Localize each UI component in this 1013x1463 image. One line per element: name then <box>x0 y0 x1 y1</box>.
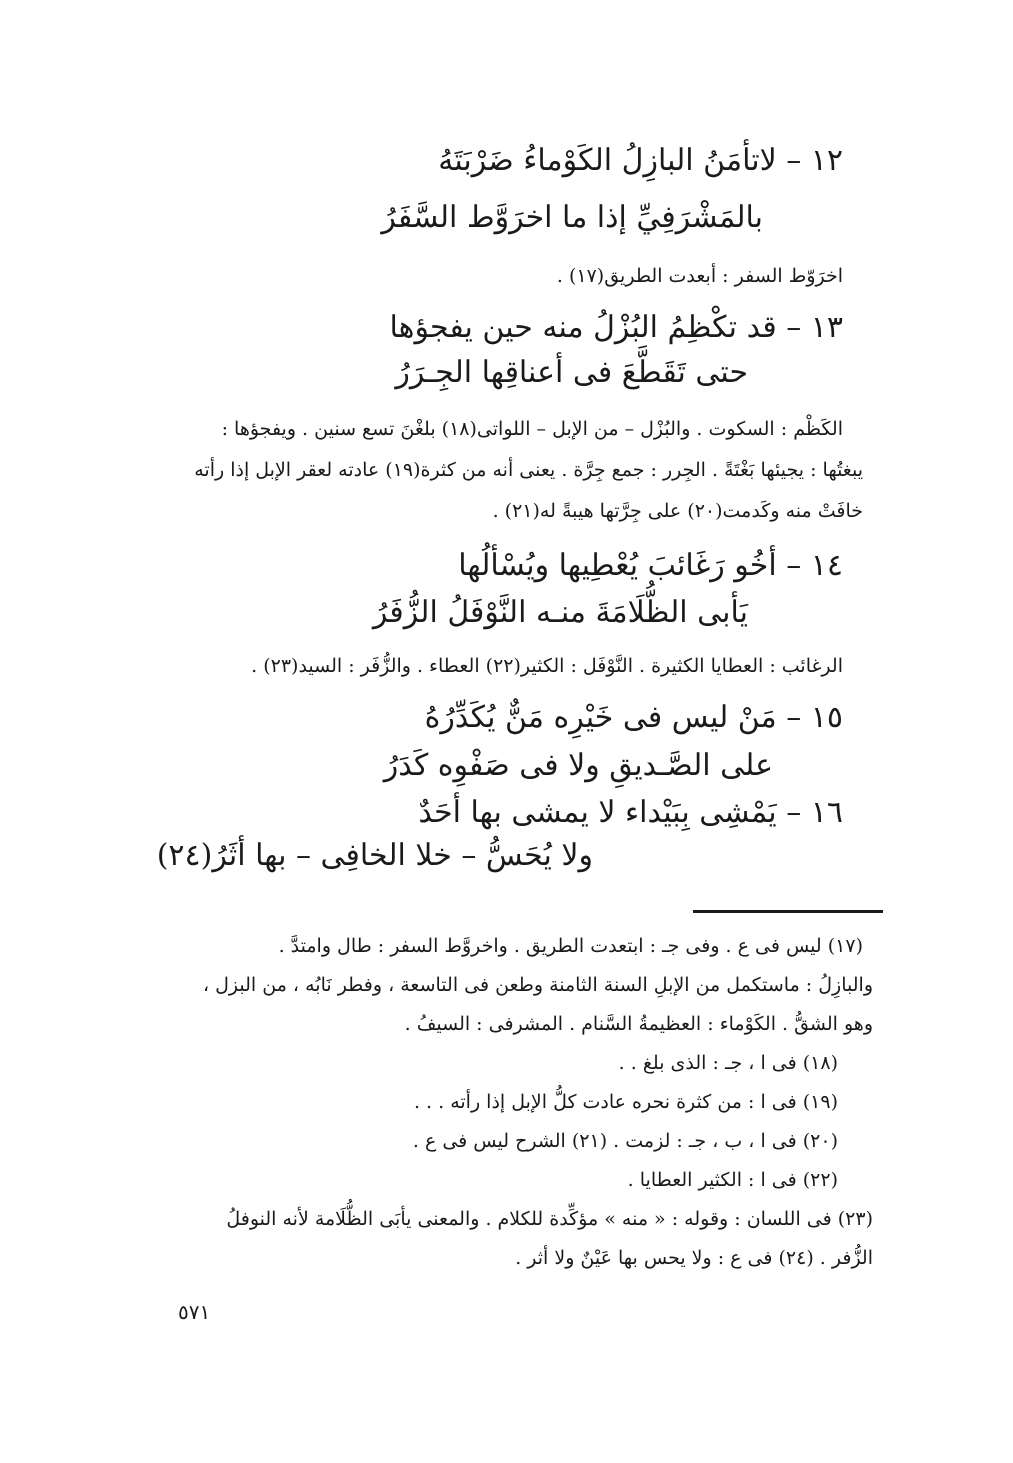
footnote-19: (١٩) فى ا : من كثرة نحره عادت كلُّ الإبل إذا رأته . . . <box>413 1091 838 1113</box>
verse-text: مَنْ ليس فى خَيْرِه مَنٌّ يُكَدِّرُهُ <box>424 700 777 735</box>
footnote-17-line-3: وهو الشقُّ . الكَوْماء : العظيمةُ السَّنام . المشرفى : السيفُ . <box>404 1013 873 1035</box>
gloss-13-line-1: الكَظْم : السكوت . والبُزْل – من الإبل – اللواتى(١٨) بلغْنَ تسع سنين . ويفجؤها : <box>221 418 843 440</box>
gloss-14: الرغائب : العطايا الكثيرة . النَّوْفَل : الكثير(٢٢) العطاء . والزُّفَر : السيد(٢٣) . <box>251 655 843 677</box>
verse-15-first-hemistich <box>425 700 843 735</box>
footnote-17-line-2: والبازِلُ : ماستكمل من الإبلِ السنة الثامنة وطعن فى التاسعة ، وفطر نَابُه ، من البزل ، <box>202 974 873 996</box>
verse-number: ١٥ – <box>786 700 843 735</box>
verse-12-second-hemistich: بالمَشْرَفِيِّ إذا ما اخرَوَّط السَّفَرُ <box>381 200 763 235</box>
gloss-12: اخرَوّط السفر : أبعدت الطريق(١٧) . <box>556 265 843 287</box>
verse-number: ١٦ – <box>786 795 843 830</box>
verse-16-second-hemistich: ولا يُحَسُّ – خلا الخافِى – بها أثَرُ(٢٤) <box>156 838 593 873</box>
verse-13-second-hemistich: حتى تَقَطَّعَ فى أعناقِها الجِـرَرُ <box>395 355 748 390</box>
footnote-23-24: الزُّفر . (٢٤) فى ع : ولا يحس بها عَيْنٌ ولا أثر . <box>515 1247 873 1269</box>
footnote-separator <box>693 910 883 913</box>
verse-12-first-hemistich <box>438 143 843 178</box>
footnote-17-line-1: (١٧) ليس فى ع . وفى جـ : ابتعدت الطريق . واخروَّط السفر : طال وامتدَّ . <box>278 935 863 957</box>
verse-text: أخُو رَغَائبَ يُعْطِيها ويُسْألُها <box>458 548 777 583</box>
verse-13-first-hemistich <box>390 310 843 345</box>
verse-number: ١٣ – <box>786 310 843 345</box>
verse-text: يَمْشِى بِبَيْداء لا يمشى بها أحَدٌ <box>418 795 777 830</box>
verse-14-first-hemistich <box>458 548 843 583</box>
footnote-22: (٢٢) فى ا : الكثير العطايا . <box>627 1169 838 1191</box>
gloss-13-line-2: يبغتُها : يجيئها بَغْتَةً . الجِرر : جمع جِرَّة . يعنى أنه من كثرة(١٩) عادته لعقر الإبل إذا رأته <box>194 459 863 481</box>
verse-15-second-hemistich: على الصَّـديقِ ولا فى صَفْوِه كَدَرُ <box>383 748 773 783</box>
gloss-13-line-3: خافَتْ منه وكَدمت(٢٠) على جِرَّتها هيبةً له(٢١) . <box>492 500 863 522</box>
page-number: ٥٧١ <box>178 1300 211 1324</box>
footnote-23-line-1: (٢٣) فى اللسان : وقوله : « منه » مؤكِّدة للكلام . والمعنى يأبَى الظُّلَامة لأنه النوفلُ <box>226 1208 873 1230</box>
footnote-20-21: (٢٠) فى ا ، ب ، جـ : لزمت . (٢١) الشرح ليس فى ع . <box>412 1130 838 1152</box>
verse-number: ١٢ – <box>786 143 843 178</box>
verse-16-first-hemistich <box>418 795 843 830</box>
verse-number: ١٤ – <box>786 548 843 583</box>
footnote-18: (١٨) فى ا ، جـ : الذى بلغ . . <box>618 1052 838 1074</box>
verse-text: قد تكْظِمُ البُزْلُ منه حين يفجؤها <box>389 310 777 345</box>
verse-14-second-hemistich: يَأبى الظُّلَامَةَ منـه النَّوْفَلُ الزُّفَرُ <box>372 595 748 630</box>
verse-text: لاتأمَنُ البازِلُ الكَوْماءُ ضَرْبَتَهُ <box>438 143 777 178</box>
